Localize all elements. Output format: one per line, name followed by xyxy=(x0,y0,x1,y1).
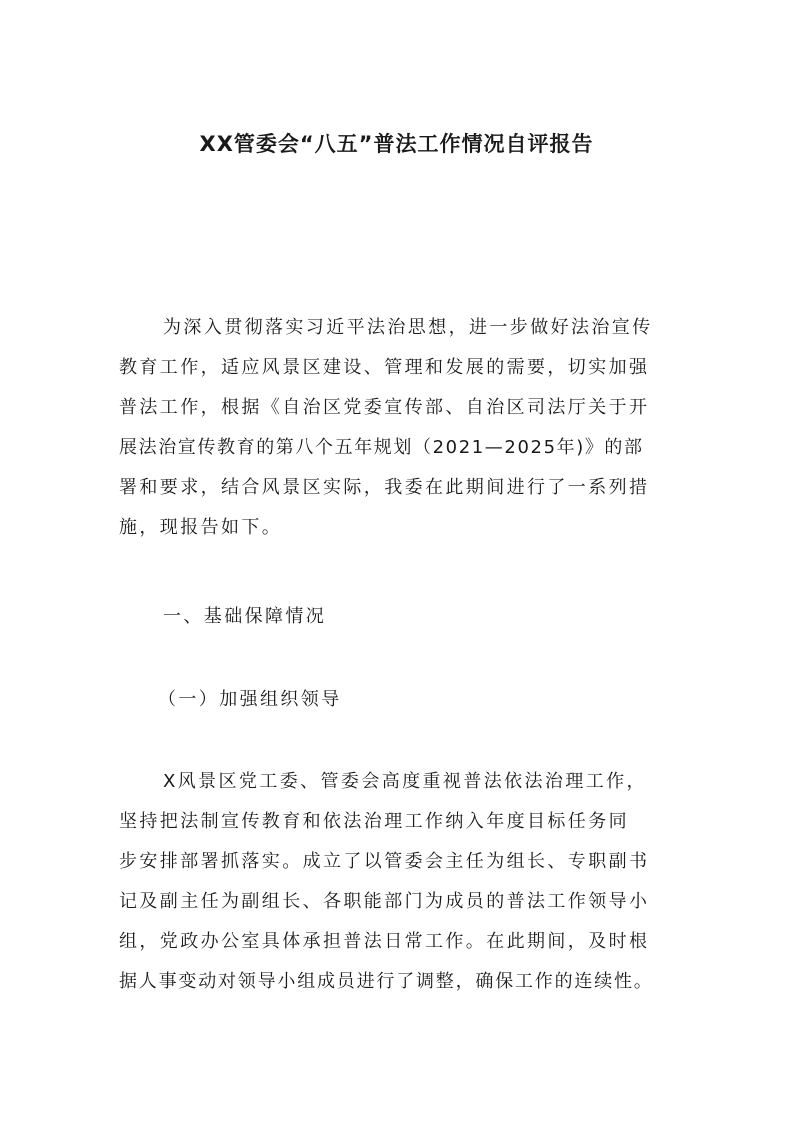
intro-line: 署和要求，结合风景区实际，我委在此期间进行了一系列措 xyxy=(119,477,650,498)
document-title: XX管委会“八五”普法工作情况自评报告 xyxy=(199,132,594,156)
body-line: 坚持把法制宣传教育和依法治理工作纳入年度目标任务同 xyxy=(119,811,629,832)
section-heading: 一、基础保障情况 xyxy=(163,606,327,627)
intro-line: 普法工作，根据《自治区党委宣传部、自治区司法厅关于开 xyxy=(119,397,650,418)
intro-line: 教育工作，适应风景区建设、管理和发展的需要，切实加强 xyxy=(119,357,650,378)
body-line: 步安排部署抓落实。成立了以管委会主任为组长、专职副书 xyxy=(119,851,650,872)
body-line: X风景区党工委、管委会高度重视普法依法治理工作， xyxy=(163,771,647,792)
body-line: 据人事变动对领导小组成员进行了调整，确保工作的连续性。 xyxy=(119,971,654,992)
subsection-heading: （一）加强组织领导 xyxy=(158,689,342,710)
intro-line: 施，现报告如下。 xyxy=(119,517,283,538)
body-line: 组，党政办公室具体承担普法日常工作。在此期间，及时根 xyxy=(119,931,650,952)
body-line: 记及副主任为副组长、各职能部门为成员的普法工作领导小 xyxy=(119,891,650,912)
intro-line: 为深入贯彻落实习近平法治思想，进一步做好法治宣传 xyxy=(163,317,653,338)
intro-line: 展法治宣传教育的第八个五年规划（2021—2025年)》的部 xyxy=(119,437,644,458)
